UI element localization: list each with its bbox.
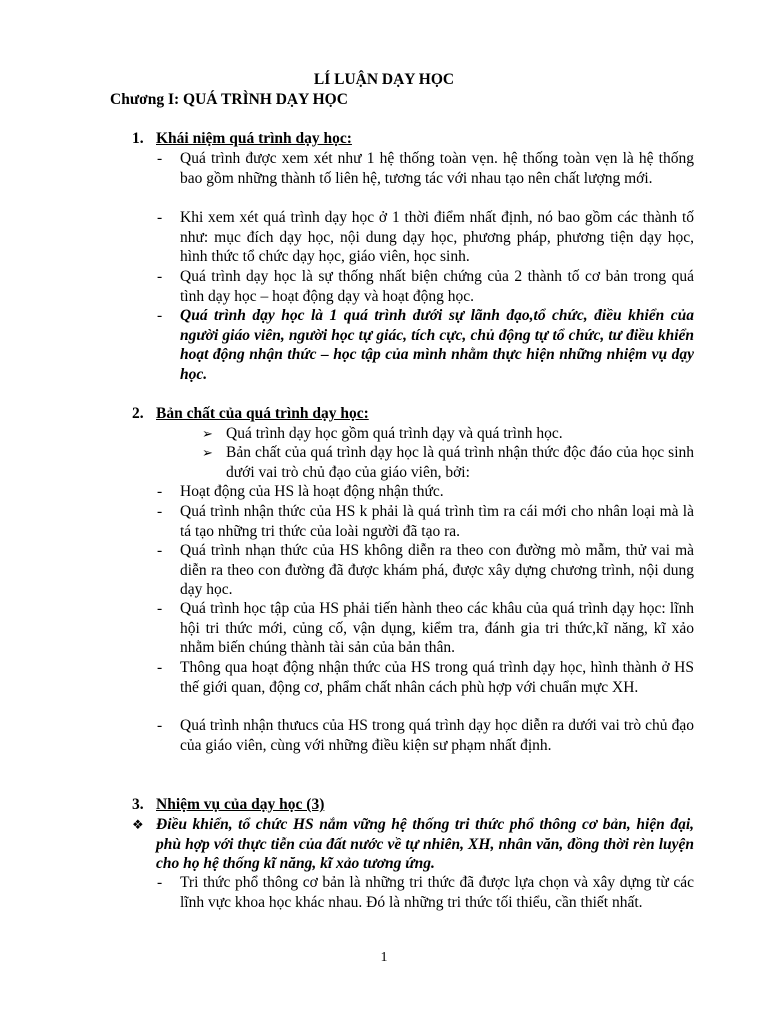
definition-text: Quá trình dạy học là 1 quá trình dưới sự lãnh đạo,tổ chức, điều khiển của người giáo viên, người học tự giác, tích cực, chủ động tự tổ chức, tư điều khiển hoạt động nhận thức – học tập của mình nhằm thực hiện những nhiệm vụ dạy học. xyxy=(180,307,694,383)
list-item xyxy=(157,149,694,188)
list-item-text: Quá trình nhạn thức của HS không diễn ra theo con đường mò mẫm, thử vai mà diễn ra theo con đường đã được khám phá, được xây dựng chương trình, nội dung dạy học. xyxy=(180,542,694,598)
dash-bullet: - xyxy=(157,209,163,226)
list-item-text: Quá trình nhận thưucs của HS trong quá trình dạy học diễn ra dưới vai trò chủ đạo của giáo viên, cùng với những điều kiện sư phạm nhất định. xyxy=(180,717,694,754)
dash-bullet: - xyxy=(157,268,163,285)
dash-bullet: - xyxy=(157,659,163,676)
task-text: Điều khiển, tổ chức HS nắm vững hệ thống tri thức phổ thông cơ bản, hiện đại, phù hợp với thực tiễn của đất nước về tự nhiên, XH, nhân văn, đồng thời rèn luyện cho họ hệ thống kĩ năng, kĩ xảo tương ứng. xyxy=(156,816,694,872)
list-item xyxy=(157,873,694,912)
section-number: 3. xyxy=(132,796,144,813)
list-item-text: Hoạt động của HS là hoạt động nhận thức. xyxy=(180,483,444,500)
arrow-list-item xyxy=(202,443,694,482)
section-number: 2. xyxy=(132,405,144,422)
dash-bullet: - xyxy=(157,542,163,559)
dash-bullet: - xyxy=(157,307,163,324)
list-item-text: Bản chất của quá trình dạy học là quá trình nhận thức độc đáo của học sinh dưới vai trò chủ đạo của giáo viên, bởi: xyxy=(226,444,694,481)
list-item xyxy=(157,502,694,541)
dash-bullet: - xyxy=(157,503,163,520)
list-item-text: Quá trình nhận thức của HS k phải là quá trình tìm ra cái mới cho nhân loại mà là tá tạo những tri thức của loài người đã tạo ra. xyxy=(180,503,694,540)
section-title: Khái niệm quá trình dạy học: xyxy=(156,130,352,147)
list-item xyxy=(157,208,694,267)
arrow-bullet-icon: ➢ xyxy=(202,445,213,460)
list-item xyxy=(157,716,694,755)
list-item-text: Quá trình được xem xét như 1 hệ thống toàn vẹn. hệ thống toàn vẹn là hệ thống bao gồm những thành tố liên hệ, tương tác với nhau tạo nên chất lượng mới. xyxy=(180,150,694,187)
dash-bullet: - xyxy=(157,874,163,891)
list-item-text: Quá trình dạy học là sự thống nhất biện chứng của 2 thành tố cơ bản trong quá tình dạy học – hoạt động dạy và hoạt động học. xyxy=(180,268,694,305)
section-title: Bản chất của quá trình dạy học: xyxy=(156,405,369,422)
section-3-heading xyxy=(132,795,324,815)
diamond-list-item xyxy=(132,815,694,874)
dash-bullet: - xyxy=(157,717,163,734)
list-item-text: Thông qua hoạt động nhận thức của HS trong quá trình dạy học, hình thành ở HS thế giới quan, động cơ, phẩm chất nhân cách phù hợp với chuẩn mực XH. xyxy=(180,659,694,696)
list-item-text: Quá trình học tập của HS phải tiến hành theo các khâu của quá trình dạy học: lĩnh hội tri thức mới, củng cố, vận dụng, kiểm tra, đánh gia tri thức,kĩ năng, kĩ xảo nhằm biến chúng thành tài sản của bản thân. xyxy=(180,600,694,656)
list-item xyxy=(157,306,694,384)
document-title: LÍ LUẬN DẠY HỌC xyxy=(313,71,455,88)
arrow-list-item xyxy=(202,424,694,444)
diamond-bullet-icon: ❖ xyxy=(132,817,144,832)
dash-bullet: - xyxy=(157,600,163,617)
list-item xyxy=(157,267,694,306)
list-item-text: Quá trình dạy học gồm quá trình dạy và quá trình học. xyxy=(226,425,563,442)
section-2-heading xyxy=(132,404,369,424)
list-item-text: Tri thức phổ thông cơ bản là những tri thức đã được lựa chọn và xây dựng từ các lĩnh vực khoa học khác nhau. Đó là những tri thức tối thiểu, cần thiết nhất. xyxy=(180,874,694,911)
list-item xyxy=(157,482,694,502)
list-item xyxy=(157,599,694,658)
chapter-heading: Chương I: QUÁ TRÌNH DẠY HỌC xyxy=(110,91,348,108)
arrow-bullet-icon: ➢ xyxy=(202,426,213,441)
page-number: 1 xyxy=(380,950,388,965)
section-number: 1. xyxy=(132,130,144,147)
list-item xyxy=(157,541,694,600)
section-title: Nhiệm vụ của dạy học (3) xyxy=(156,796,325,813)
list-item xyxy=(157,658,694,697)
list-item-text: Khi xem xét quá trình dạy học ở 1 thời điểm nhất định, nó bao gồm các thành tố như: mục đích dạy học, nội dung dạy học, phương pháp, phương tiện dạy học, hình thức tổ chức dạy học, giáo viên, học sinh. xyxy=(180,209,694,265)
section-1-heading xyxy=(132,129,352,149)
dash-bullet: - xyxy=(157,150,163,167)
dash-bullet: - xyxy=(157,483,163,500)
